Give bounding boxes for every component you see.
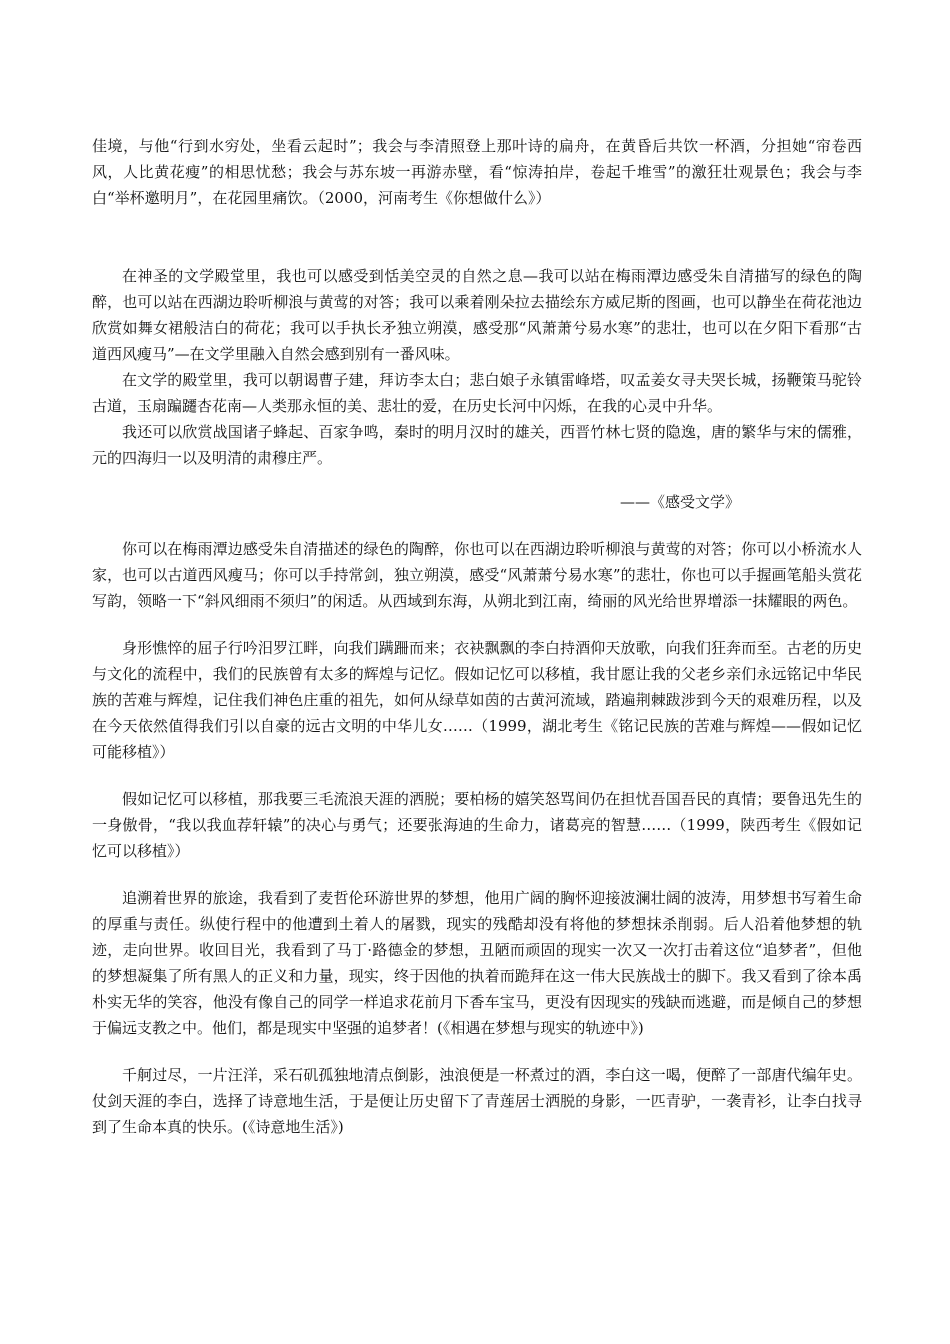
paragraph-you-can: 你可以在梅雨潭边感受朱自清描述的绿色的陶醉，你也可以在西湖边聆听柳浪与黄莺的对答；你可以小桥流水人家，也可以古道西风瘦马；你可以手持常剑，独立朔漠，感受“风萧萧兮易水寒”的悲壮，你也可以手握画笔船头赏花写韵，领略一下“斜风细雨不须归”的闲适。从西域到东海，从朔北到江南，绮丽的风光给世界增添一抹耀眼的两色。 — [92, 540, 862, 610]
paragraph-literature-nature: 在神圣的文学殿堂里，我也可以感受到恬美空灵的自然之息—我可以站在梅雨潭边感受朱自清描写的绿色的陶醉，也可以站在西湖边聆听柳浪与黄莺的对答；我可以乘着刚朵拉去描绘东方威尼斯的图画，也可以静坐在荷花池边欣赏如舞女裙般洁白的荷花；我可以手执长矛独立朔漠，感受那“风萧萧兮易水寒”的悲壮，也可以在夕阳下看那“古道西风瘦马”—在文学里融入自然会感到别有一番风味。 — [92, 267, 862, 363]
paragraph-you-want-to-do-what: 佳境，与他“行到水穷处，坐看云起时”；我会与李清照登上那叶诗的扁舟，在黄昏后共饮一杯酒，分担她“帘卷西风，人比黄花瘦”的相思忧愁；我会与苏东坡一再游赤壁，看“惊涛拍岸，卷起千堆雪”的激狂壮观景色；我会与李白“举杯邀明月”，在花园里痛饮。（2000，河南考生《你想做什么》） — [92, 137, 862, 207]
document-body — [92, 133, 862, 1140]
attribution-feel-literature: ——《感受文学》 — [619, 493, 740, 511]
paragraph-memory-shaanxi: 假如记忆可以移植，那我要三毛流浪天涯的洒脱；要柏杨的嬉笑怒骂间仍在担忧吾国吾民的真情；要鲁迅先生的一身傲骨，“我以我血荐轩辕”的决心与勇气；还要张海迪的生命力，诸葛亮的智慧……（1999，陕西考生《假如记忆可以移植》） — [92, 790, 862, 860]
paragraph-poetic-life: 千舸过尽，一片汪洋，采石矶孤独地清点倒影，浊浪便是一杯煮过的酒，李白这一喝，便醉了一部唐代编年史。仗剑天涯的李白，选择了诗意地生活，于是便让历史留下了青莲居士洒脱的身影，一匹青驴，一袭青衫，让李白找寻到了生命本真的快乐。(《诗意地生活》) — [92, 1066, 862, 1136]
paragraph-dream-reality: 追溯着世界的旅途，我看到了麦哲伦环游世界的梦想，他用广阔的胸怀迎接波澜壮阔的波涛，用梦想书写着生命的厚重与责任。纵使行程中的他遭到土着人的屠戮，现实的残酷却没有将他的梦想抹杀削弱。后人沿着他梦想的轨迹，走向世界。收回目光，我看到了马丁·路德金的梦想，丑陋而顽固的现实一次又一次打击着这位“追梦者”，但他的梦想凝集了所有黑人的正义和力量，现实，终于因他的执着而跪拜在这一伟大民族战士的脚下。我又看到了徐本禹朴实无华的笑容，他没有像自己的同学一样追求花前月下香车宝马，更没有因现实的残缺而逃避，而是倾自己的梦想于偏远支教之中。他们，都是现实中坚强的追梦者！(《相遇在梦想与现实的轨迹中》) — [92, 889, 862, 1037]
paragraph-literature-hall: 在文学的殿堂里，我可以朝谒曹子建，拜访李太白；悲白娘子永镇雷峰塔，叹孟姜女寻夫哭长城，扬鞭策马驼铃古道，玉扇蹁躚杏花南—人类那永恒的美、悲壮的爱，在历史长河中闪烁，在我的心灵中升华。 — [92, 371, 862, 415]
paragraph-memory-hubei: 身形憔悴的屈子行吟汨罗江畔，向我们蹒跚而来；衣袂飘飘的李白持酒仰天放歌，向我们狂奔而至。古老的历史与文化的流程中，我们的民族曾有太多的辉煌与记忆。假如记忆可以移植，我甘愿让我的父老乡亲们永远铭记中华民族的苦难与辉煌，记住我们神色庄重的祖先，如何从绿草如茵的古黄河流域，踏遍荆棘跋涉到今天的艰难历程，以及在今天依然值得我们引以自豪的远古文明的中华儿女……（1999，湖北考生《铭记民族的苦难与辉煌——假如记忆可能移植》） — [92, 639, 862, 761]
paragraph-history-dynasties: 我还可以欣赏战国诸子蜂起、百家争鸣，秦时的明月汉时的雄关，西晋竹林七贤的隐逸，唐的繁华与宋的儒雅，元的四海归一以及明清的肃穆庄严。 — [92, 423, 862, 467]
